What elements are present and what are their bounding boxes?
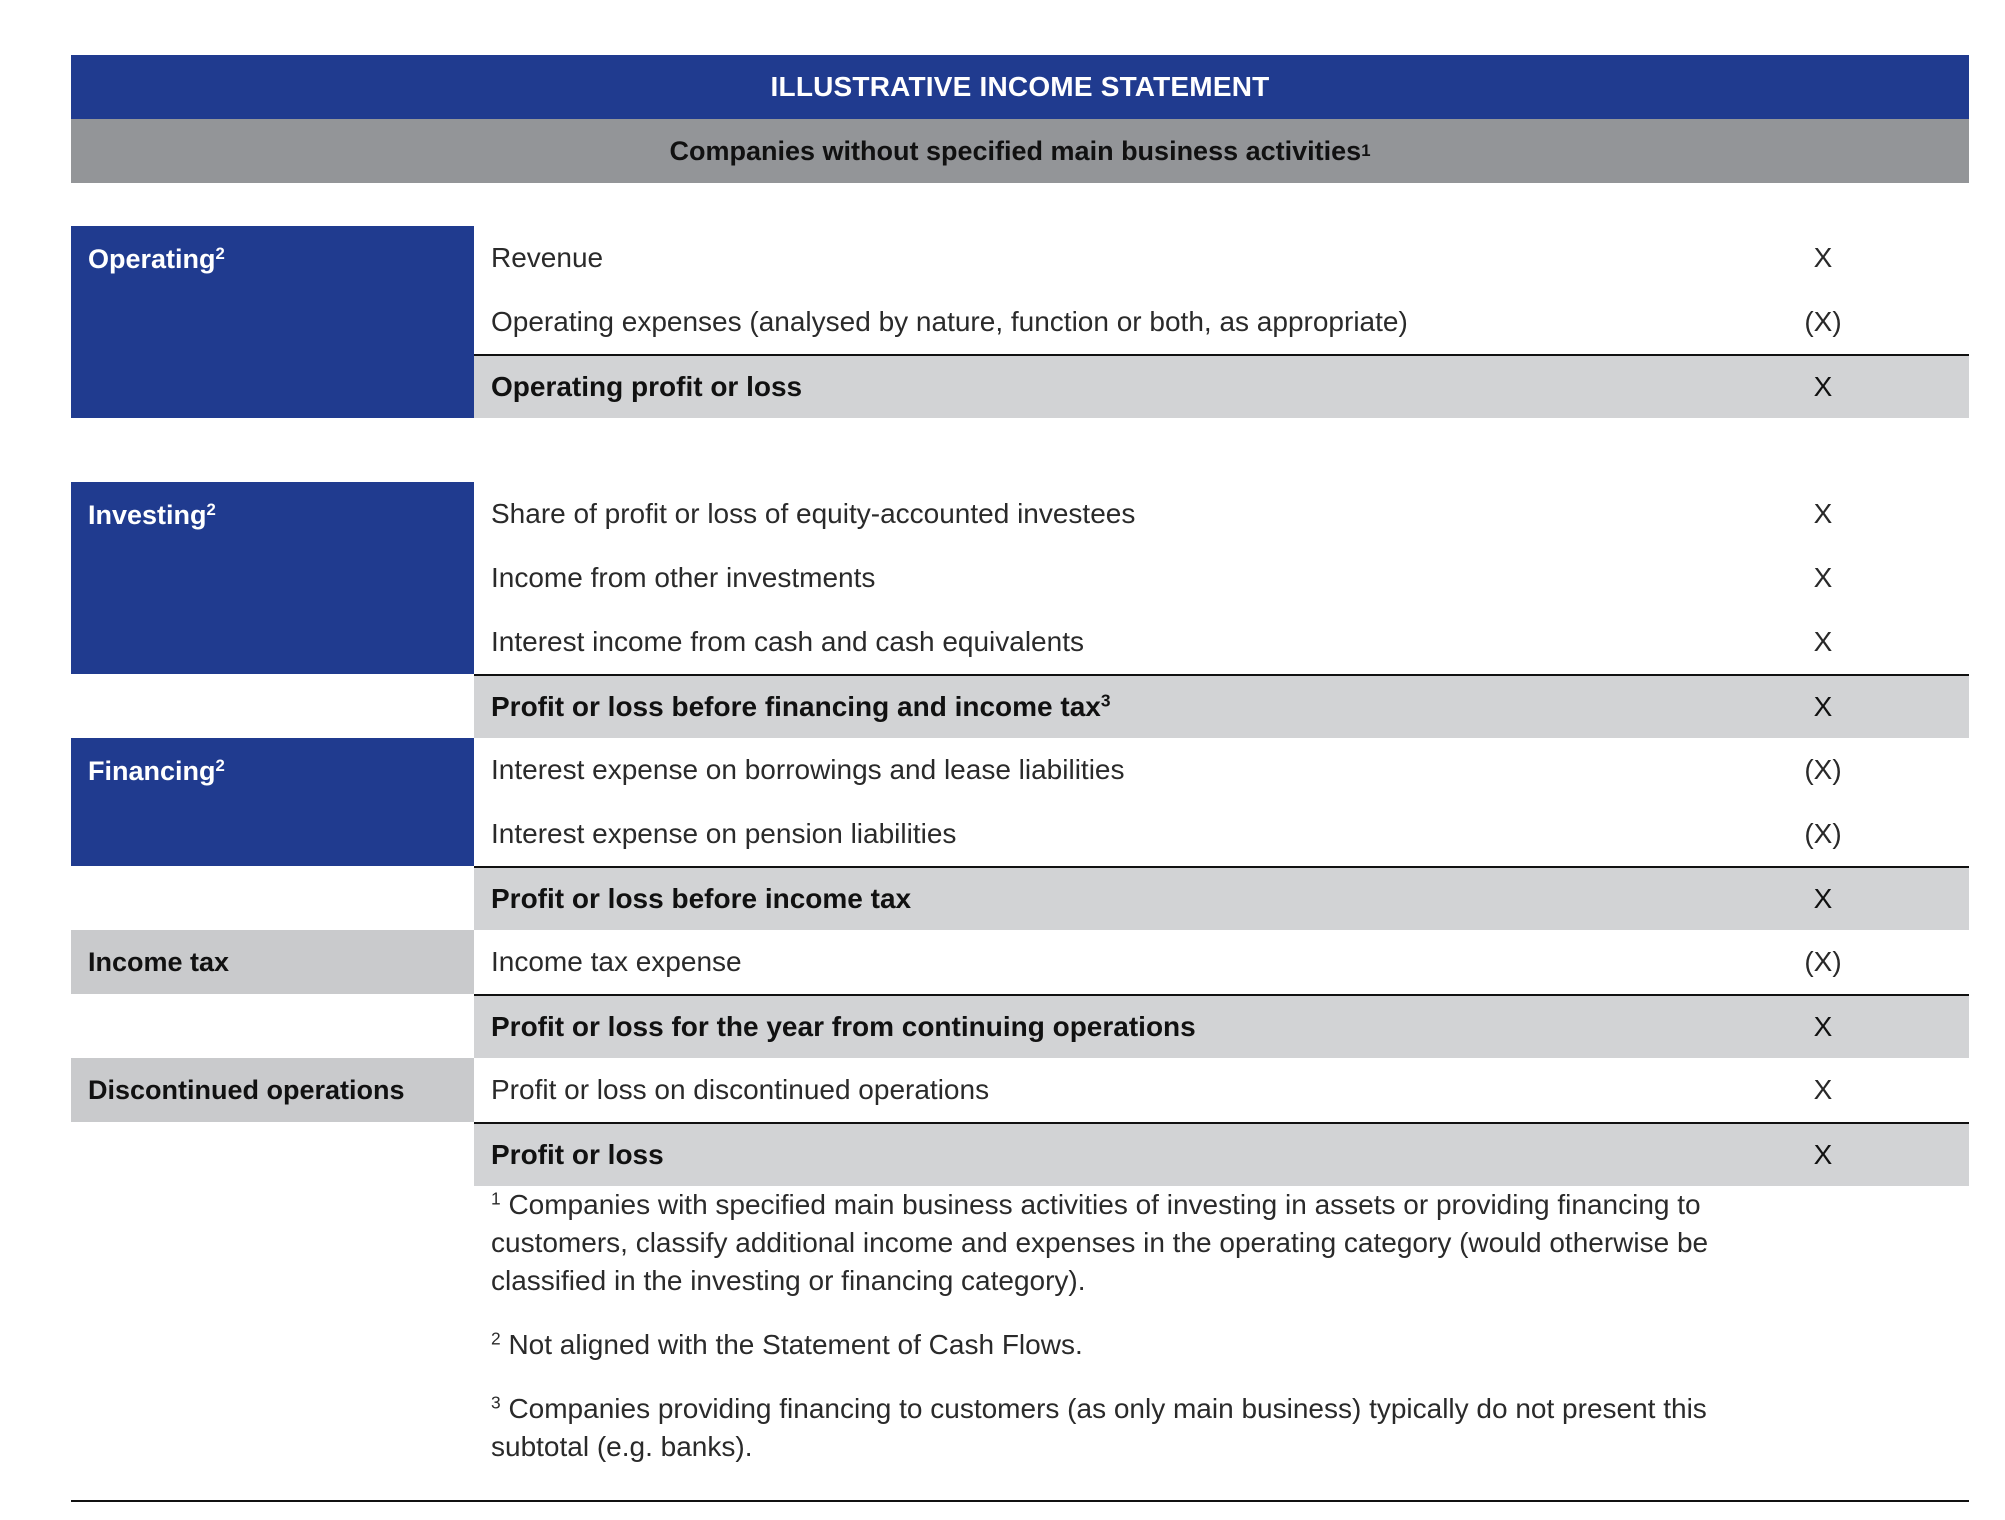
line-item-label: Interest expense on pension liabilities [491,818,957,849]
subtotal-label: Profit or loss before income tax [491,883,912,914]
line-item-label: Income tax expense [491,946,742,977]
category-discontinued-operations [71,1058,474,1122]
line-item-label: Profit or loss on discontinued operations [491,1074,990,1105]
subtotal-label: Operating profit or loss [491,371,803,402]
line-item-value: X [1813,1074,1833,1105]
line-item-operating-expenses [474,290,1969,354]
statement-body [71,183,1969,1520]
subtotal-value: X [1813,371,1833,402]
subtotal-label: Profit or loss for the year from continuing operations [491,1011,1196,1042]
bottom-divider [71,1500,1969,1502]
footnote-ref: 2 [215,755,225,775]
line-item-interest-income [474,610,1969,674]
line-item-value: (X) [1804,306,1842,337]
category-label: Financing [88,756,216,786]
line-item-label: Operating expenses (analysed by nature, function or both, as appropriate) [491,306,1408,337]
category-label: Income tax [88,946,230,977]
line-item-discontinued-operations [474,1058,1969,1122]
line-item-label: Revenue [491,242,604,273]
line-item-revenue [474,226,1969,290]
subtotal-label-text: Profit or loss before financing and income tax [491,691,1101,722]
subtotal-value: X [1813,1011,1833,1042]
subtotal-label: Profit or loss [491,1139,664,1170]
line-item-label: Income from other investments [491,562,876,593]
category-financing [71,738,474,866]
line-item-label: Share of profit or loss of equity-accounted investees [491,498,1136,529]
category-income-tax [71,930,474,994]
line-item-equity-accounted-investees [474,482,1969,546]
category-investing [71,482,474,674]
line-item-value: X [1813,562,1833,593]
footnote-2 [491,1326,1751,1364]
line-item-value: X [1813,242,1833,273]
footnotes [491,1186,1751,1492]
subtotal-value: X [1813,691,1833,722]
category-operating [71,226,474,418]
subtotal-before-financing-and-tax [474,674,1969,738]
subtotal-value: X [1813,883,1833,914]
line-item-interest-borrowings [474,738,1969,802]
income-statement-table [71,55,1969,1520]
footnote-text: Companies providing financing to customers (as only main business) typically do not present this subtotal (e.g. banks). [491,1393,1707,1462]
footnote-ref: 3 [1100,690,1111,711]
footnote-mark: 2 [491,1328,501,1349]
footnote-mark: 3 [491,1392,501,1413]
footnote-text: Not aligned with the Statement of Cash Flows. [508,1329,1083,1360]
line-item-label: Interest expense on borrowings and lease liabilities [491,754,1125,785]
line-item-label: Interest income from cash and cash equivalents [491,626,1084,657]
line-item-value: (X) [1804,946,1842,977]
footnote-ref: 2 [206,499,216,519]
category-label: Discontinued operations [88,1074,405,1105]
footnote-ref: 2 [215,243,225,263]
subtotal-operating-profit [474,354,1969,418]
line-item-value: (X) [1804,754,1842,785]
subtotal-continuing-operations [474,994,1969,1058]
line-item-value: X [1813,626,1833,657]
line-item-interest-pension [474,802,1969,866]
table-title-text: ILLUSTRATIVE INCOME STATEMENT [770,71,1270,102]
subtotal-before-income-tax [474,866,1969,930]
table-title [71,55,1969,119]
line-item-value: X [1813,498,1833,529]
table-subtitle-text: Companies without specified main business activities [669,135,1362,166]
category-label: Investing [88,500,207,530]
line-item-income-tax-expense [474,930,1969,994]
footnote-1 [491,1186,1751,1300]
total-profit-or-loss [474,1122,1969,1186]
footnote-text: Companies with specified main business activities of investing in assets or providing financing to customers, classify additional income and expenses in the operating category (would otherwise be classified in the investing or financing category). [491,1189,1709,1296]
category-label: Operating [88,244,216,274]
line-item-value: (X) [1804,818,1842,849]
subtotal-value: X [1813,1139,1833,1170]
line-item-other-investments [474,546,1969,610]
footnote-3 [491,1390,1751,1466]
footnote-mark: 1 [491,1188,501,1209]
subtotal-label [474,691,1783,723]
table-subtitle: Companies without specified main business activities 1 [71,119,1969,183]
